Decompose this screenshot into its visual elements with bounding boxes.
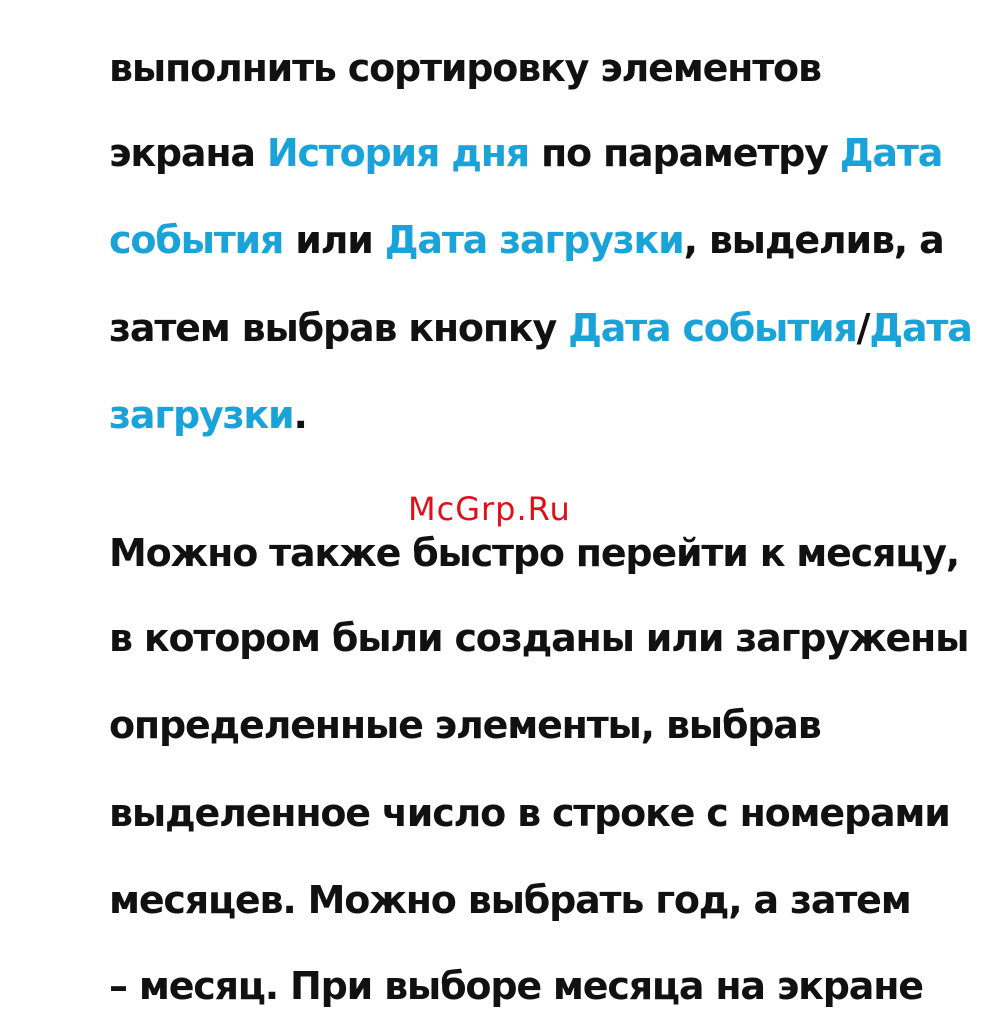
text-line-7 <box>109 615 968 661</box>
text-line-9 <box>109 790 950 836</box>
watermark-text: McGrp.Ru <box>408 490 571 528</box>
text-line-4 <box>109 305 972 351</box>
text-segment: экрана <box>109 131 267 175</box>
text-line-11 <box>109 963 923 1009</box>
text-segment: месяцев. Можно выбрать год, а затем <box>109 878 911 922</box>
text-segment: / <box>856 306 870 350</box>
text-line-10 <box>109 877 911 923</box>
text-line-8 <box>109 702 821 748</box>
text-line-6 <box>109 530 959 576</box>
text-line-1 <box>109 45 821 91</box>
text-segment: – месяц. При выборе месяца на экране <box>109 964 923 1008</box>
text-segment: затем выбрав кнопку <box>109 306 569 350</box>
text-segment: или <box>283 218 385 262</box>
text-line-3 <box>109 217 944 263</box>
text-segment: выделенное число в строке с номерами <box>109 791 950 835</box>
highlight-term-upload: загрузки <box>109 393 294 437</box>
text-segment: по параметру <box>528 131 840 175</box>
text-line-2 <box>109 130 942 176</box>
text-segment: в котором были созданы или загружены <box>109 616 969 660</box>
text-segment: , выделив, а <box>683 218 944 262</box>
text-line-5 <box>109 392 307 438</box>
text-segment: выполнить сортировку элементов <box>109 46 821 90</box>
text-segment: Можно также быстро перейти к месяцу, <box>109 531 960 575</box>
highlight-term-history: История дня <box>266 131 529 175</box>
highlight-term-event-date: Дата события <box>568 306 857 350</box>
highlight-term-upload-date: Дата загрузки <box>384 218 684 262</box>
highlight-term-date: Дата <box>869 306 972 350</box>
highlight-term-event: события <box>109 218 284 262</box>
highlight-term-date: Дата <box>839 131 943 175</box>
text-segment: . <box>293 393 307 437</box>
text-segment: определенные элементы, выбрав <box>109 703 821 747</box>
